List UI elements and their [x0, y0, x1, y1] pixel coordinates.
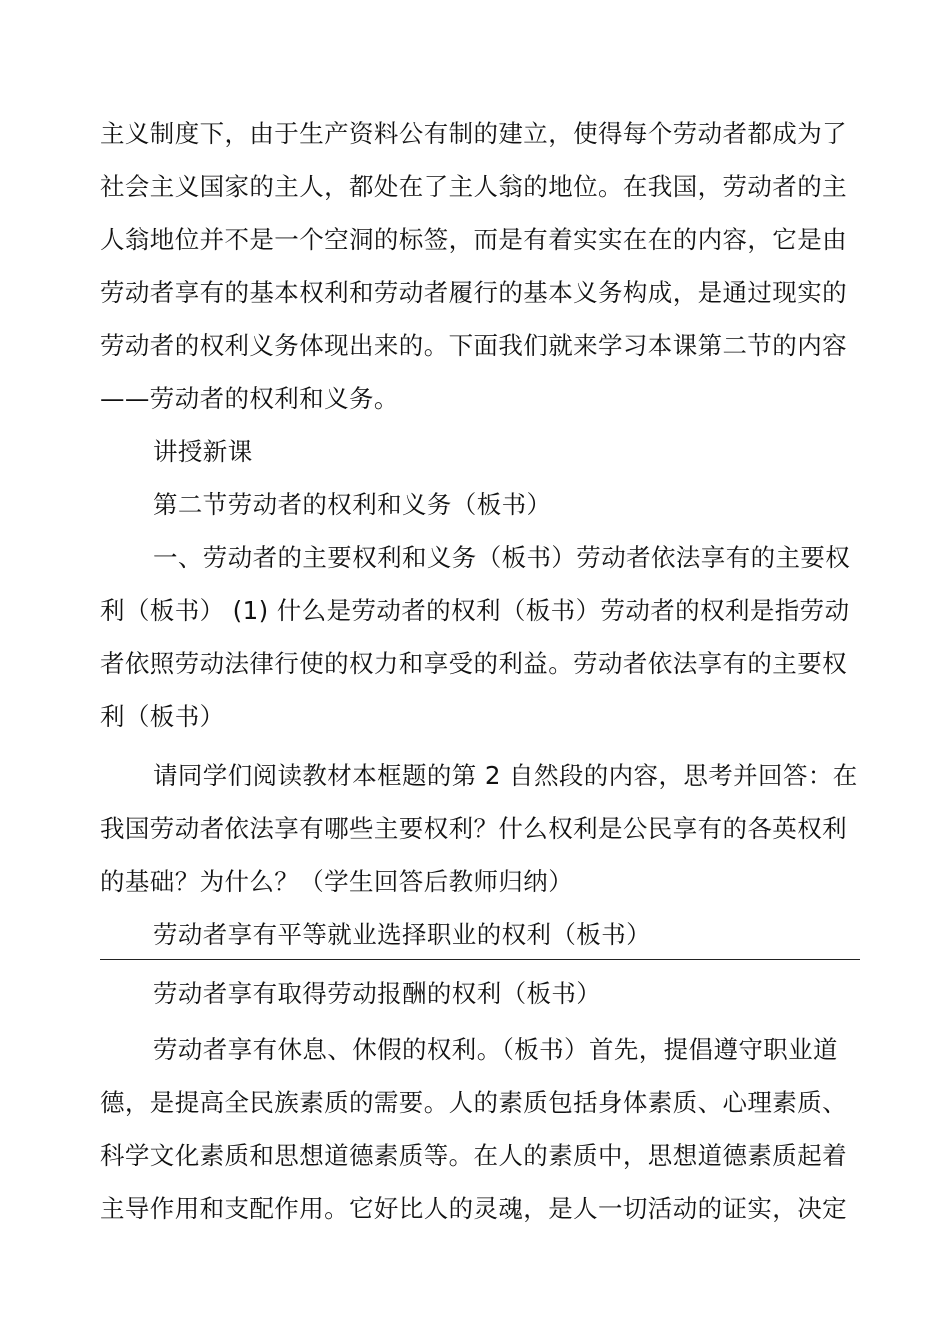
- paragraph-line: ——劳动者的权利和义务。: [100, 384, 399, 413]
- paragraph-line: 请同学们阅读教材本框题的第 2 自然段的内容，思考并回答：在: [153, 761, 858, 790]
- paragraph-line: 主导作用和支配作用。它好比人的灵魂，是人一切活动的证实，决定: [100, 1194, 847, 1223]
- paragraph-line: 社会主义国家的主人，都处在了主人翁的地位。在我国，劳动者的主: [100, 172, 847, 201]
- paragraph-line: 劳动者享有的基本权利和劳动者履行的基本义务构成，是通过现实的: [100, 278, 847, 307]
- paragraph-line: 科学文化素质和思想道德素质等。在人的素质中，思想道德素质起着: [100, 1141, 847, 1170]
- paragraph-line: 的基础？为什么？（学生回答后教师归纳）: [100, 867, 574, 896]
- paragraph-line: 主义制度下，由于生产资料公有制的建立，使得每个劳动者都成为了: [100, 119, 847, 148]
- section-heading: 讲授新课: [153, 437, 253, 466]
- paragraph-line: 劳动者享有平等就业选择职业的权利（板书）: [153, 920, 651, 949]
- paragraph-line: 劳动者的权利义务体现出来的。下面我们就来学习本课第二节的内容: [100, 331, 847, 360]
- horizontal-divider: [100, 959, 860, 960]
- paragraph-line: 一、劳动者的主要权利和义务（板书）劳动者依法享有的主要权: [153, 543, 851, 572]
- section-heading: 第二节劳动者的权利和义务（板书）: [153, 490, 552, 519]
- paragraph-line: 人翁地位并不是一个空洞的标签，而是有着实实在在的内容，它是由: [100, 225, 847, 254]
- paragraph-line: 利（板书）: [100, 702, 225, 731]
- paragraph-line: 利（板书） (1) 什么是劳动者的权利（板书）劳动者的权利是指劳动: [100, 596, 850, 625]
- paragraph-line: 德，是提高全民族素质的需要。人的素质包括身体素质、心理素质、: [100, 1088, 847, 1117]
- paragraph-line: 者依照劳动法律行使的权力和享受的利益。劳动者依法享有的主要权: [100, 649, 847, 678]
- paragraph-line: 劳动者享有休息、休假的权利。（板书）首先，提倡遵守职业道: [153, 1035, 838, 1064]
- paragraph-line: 劳动者享有取得劳动报酬的权利（板书）: [153, 979, 602, 1008]
- paragraph-line: 我国劳动者依法享有哪些主要权利？什么权利是公民享有的各英权利: [100, 814, 847, 843]
